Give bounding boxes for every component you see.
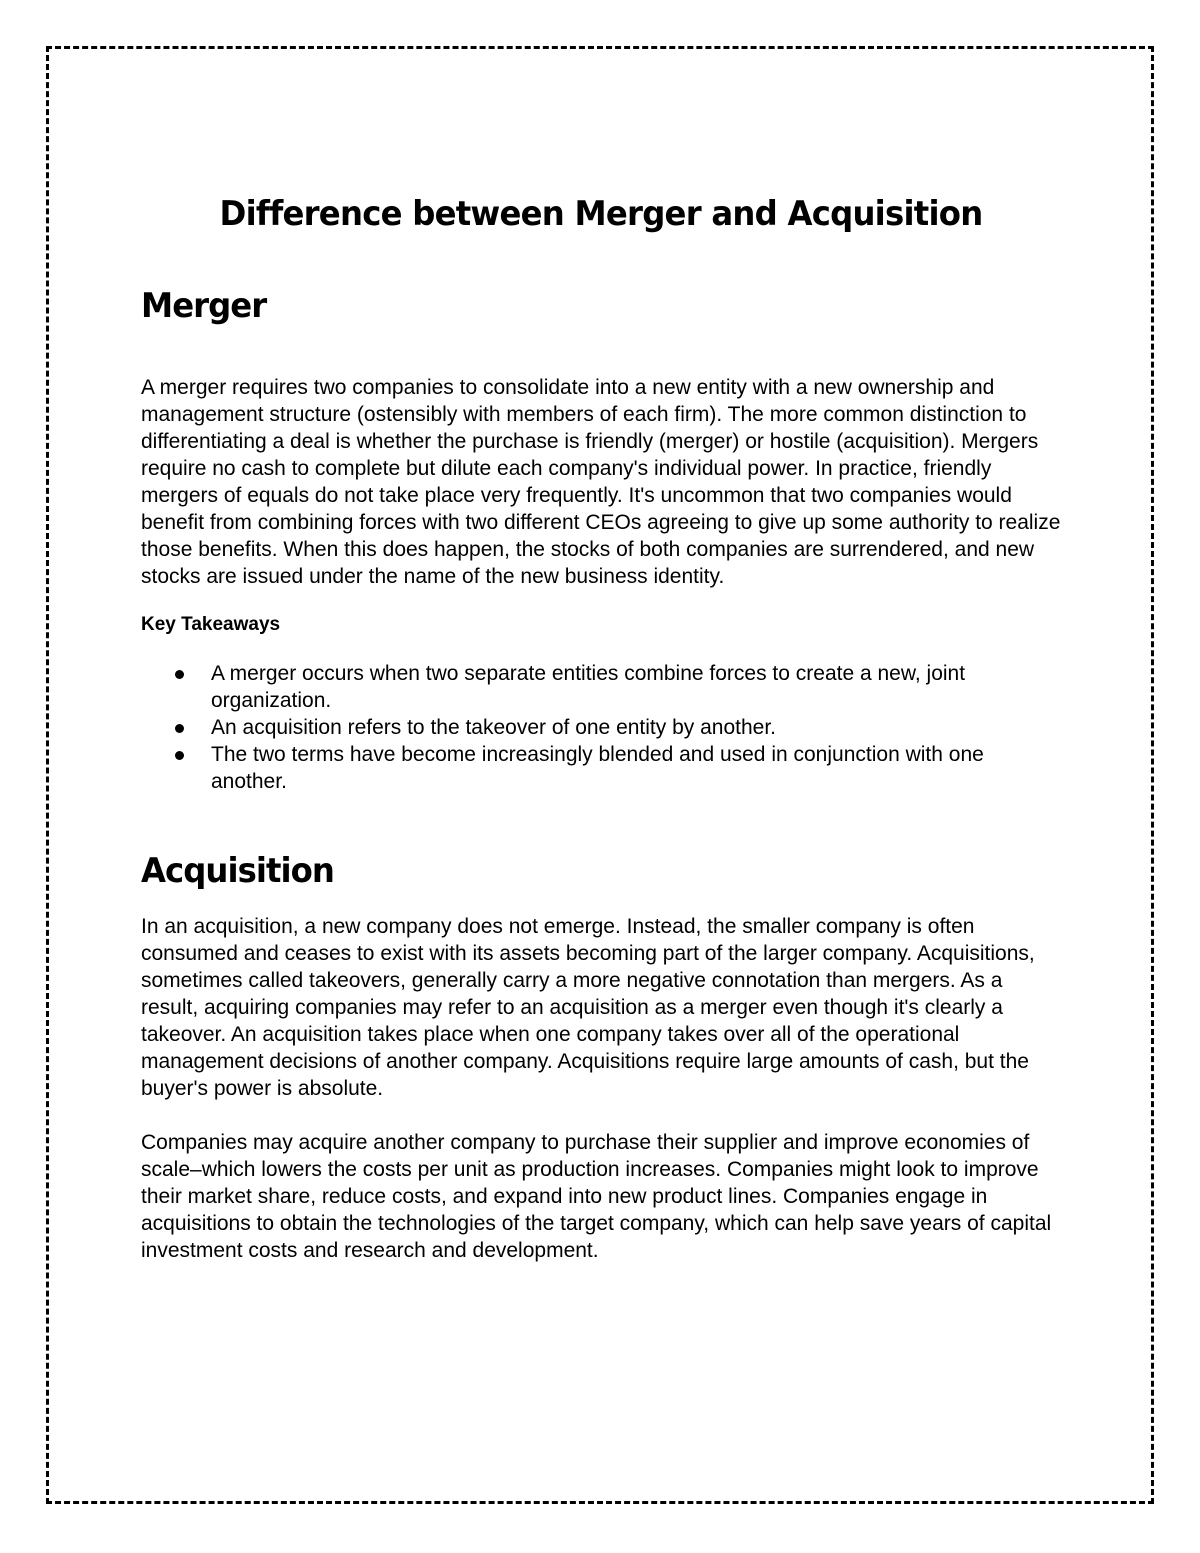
bullet-icon xyxy=(175,670,184,679)
key-takeaways-list xyxy=(141,660,1061,795)
bullet-icon xyxy=(175,751,184,760)
merger-heading: Merger xyxy=(141,286,267,326)
key-takeaways-heading: Key Takeaways xyxy=(141,614,281,635)
takeaway-text: A merger occurs when two separate entities combine forces to create a new, joint organization. xyxy=(211,662,966,712)
takeaway-text: The two terms have become increasingly blended and used in conjunction with one another. xyxy=(211,743,984,793)
bullet-icon xyxy=(175,724,184,733)
acquisition-paragraph-2: Companies may acquire another company to purchase their supplier and improve economies of scale–which lowers the costs per unit as production increases. Companies might look to improve their market share, reduce costs, and expand into new product lines. Companies engage in acquisitions to obtain the technologies of the target company, which can help save years of capital investment costs and research and development. xyxy=(141,1131,1052,1262)
document-content xyxy=(141,192,1061,1264)
acquisition-paragraph-1: In an acquisition, a new company does not emerge. Instead, the smaller company is often consumed and ceases to exist with its assets becoming part of the larger company. Acquisitions, sometimes called takeovers, generally carry a more negative connotation than mergers. As a result, acquiring companies may refer to an acquisition as a merger even though it's clearly a takeover. An acquisition takes place when one company takes over all of the operational management decisions of another company. Acquisitions require large amounts of cash, but the buyer's power is absolute. xyxy=(141,915,1035,1100)
takeaway-text: An acquisition refers to the takeover of one entity by another. xyxy=(211,716,777,739)
acquisition-heading: Acquisition xyxy=(141,851,334,891)
document-title: Difference between Merger and Acquisition xyxy=(219,194,983,234)
list-item xyxy=(211,660,1061,714)
list-item xyxy=(211,741,1061,795)
merger-paragraph: A merger requires two companies to consolidate into a new entity with a new ownership and management structure (ostensibly with members of each firm). The more common distinction to differentiating a deal is whether the purchase is friendly (merger) or hostile (acquisition). Mergers require no cash to complete but dilute each company's individual power. In practice, friendly mergers of equals do not take place very frequently. It's uncommon that two companies would benefit from combining forces with two different CEOs agreeing to give up some authority to realize those benefits. When this does happen, the stocks of both companies are surrendered, and new stocks are issued under the name of the new business identity. xyxy=(141,376,1061,588)
list-item xyxy=(211,714,1061,741)
